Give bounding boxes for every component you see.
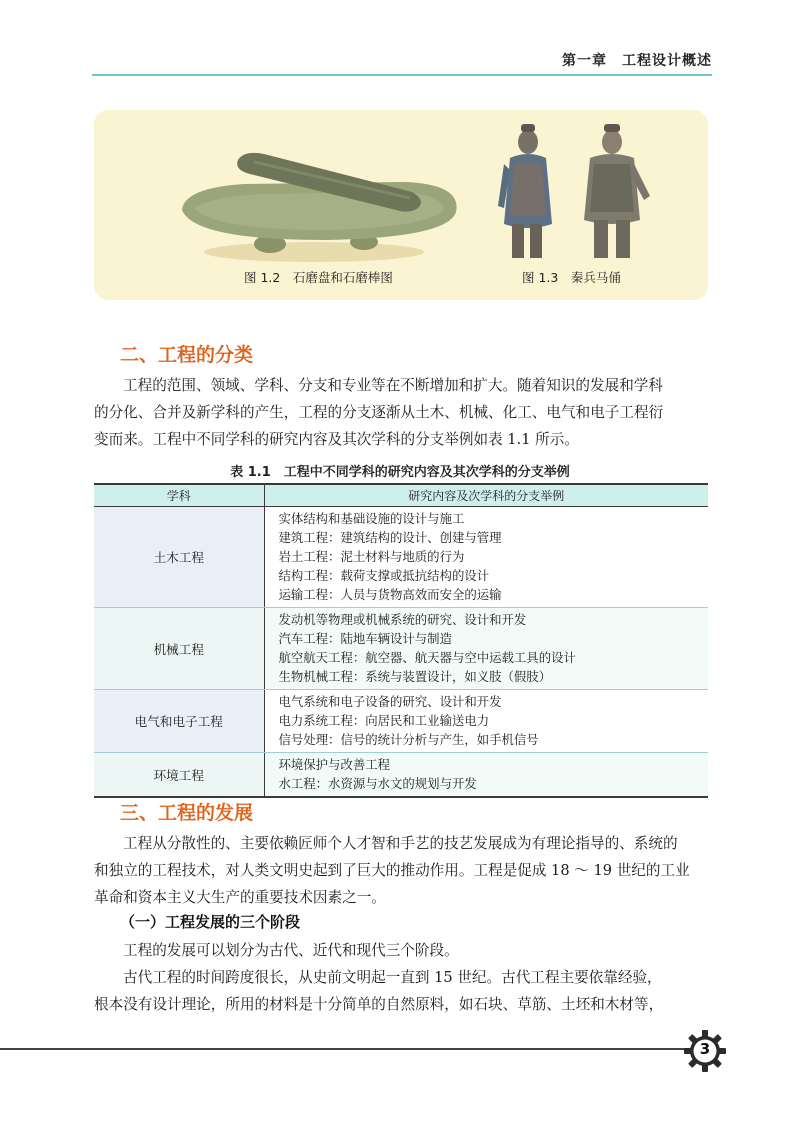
- content-line: 结构工程：载荷支撑或抵抗结构的设计: [278, 567, 490, 583]
- paragraph-line: 变而来。工程中不同学科的研究内容及其次学科的分支举例如表 1.1 所示。: [94, 431, 579, 448]
- paragraph-line: 的分化、合并及新学科的产生，工程的分支逐渐从土木、机械、化工、电气和电子工程衍: [94, 404, 664, 421]
- classification-paragraph: [94, 372, 708, 453]
- table-title: 表 1.1 工程中不同学科的研究内容及其次学科的分支举例: [230, 465, 570, 480]
- paragraph-line: 根本没有设计理论，所用的材料是十分简单的自然原料，如石块、草筋、土坯和木材等，: [94, 996, 664, 1013]
- figure-caption-warriors: 图 1.3 秦兵马俑: [522, 270, 621, 285]
- table-header-subject: 学科: [94, 484, 264, 506]
- content-line: 电力系统工程：向居民和工业输送电力: [278, 712, 490, 728]
- content-line: 运输工程：人员与货物高效而安全的运输: [278, 586, 502, 602]
- table-cell-content: [264, 506, 708, 607]
- table-cell-content: [264, 689, 708, 752]
- content-line: 发动机等物理或机械系统的研究、设计和开发: [278, 611, 527, 627]
- content-line: 水工程：水资源与水文的规划与开发: [278, 775, 477, 791]
- development-paragraph: [94, 830, 708, 911]
- header-divider: [92, 74, 712, 76]
- content-line: 汽车工程：陆地车辆设计与制造: [278, 630, 452, 646]
- terracotta-warriors-image: [490, 120, 660, 270]
- quern-stone-image: [174, 140, 464, 270]
- content-line: 航空航天工程：航空器、航天器与空中运载工具的设计: [278, 649, 576, 665]
- content-line: 环境保护与改善工程: [278, 756, 391, 772]
- paragraph-line: 革命和资本主义大生产的重要技术因素之一。: [94, 889, 386, 906]
- table-cell-subject: 土木工程: [94, 506, 264, 607]
- section-heading-development: 三、工程的发展: [120, 802, 254, 824]
- table-cell-subject: 电气和电子工程: [94, 689, 264, 752]
- table-cell-content: [264, 607, 708, 689]
- footer-divider: [0, 1048, 686, 1050]
- figure-caption-quern: 图 1.2 石磨盘和石磨棒图: [244, 270, 393, 285]
- stages-paragraph: [94, 937, 708, 1018]
- paragraph-line: 工程的范围、领域、学科、分支和专业等在不断增加和扩大。随着知识的发展和学科: [123, 377, 663, 394]
- table-row: [94, 506, 708, 607]
- paragraph-line: 古代工程的时间跨度很长，从史前文明起一直到 15 世纪。古代工程主要依靠经验，: [123, 969, 662, 986]
- table-row: [94, 607, 708, 689]
- table-cell-content: [264, 752, 708, 797]
- chapter-title: 第一章 工程设计概述: [562, 53, 712, 69]
- table-header-row: [94, 484, 708, 506]
- branch-table: [94, 483, 708, 798]
- subsection-heading-stages: （一）工程发展的三个阶段: [120, 913, 301, 931]
- table-row: [94, 752, 708, 797]
- content-line: 生物机械工程：系统与装置设计，如义肢（假肢）: [278, 668, 552, 684]
- table-cell-subject: 机械工程: [94, 607, 264, 689]
- paragraph-line: 和独立的工程技术，对人类文明史起到了巨大的推动作用。工程是促成 18 ～ 19 世纪的工业: [94, 862, 690, 879]
- paragraph-line: 工程从分散性的、主要依赖匠师个人才智和手艺的技艺发展成为有理论指导的、系统的: [123, 835, 678, 852]
- content-line: 岩土工程：泥土材料与地质的行为: [278, 548, 465, 564]
- content-line: 实体结构和基础设施的设计与施工: [278, 510, 465, 526]
- page-number: 3: [699, 1040, 711, 1058]
- table-row: [94, 689, 708, 752]
- paragraph-line: 工程的发展可以划分为古代、近代和现代三个阶段。: [123, 942, 459, 959]
- content-line: 电气系统和电子设备的研究、设计和开发: [278, 693, 502, 709]
- table-cell-subject: 环境工程: [94, 752, 264, 797]
- section-heading-classification: 二、工程的分类: [120, 344, 254, 366]
- content-line: 信号处理：信号的统计分析与产生，如手机信号: [278, 731, 539, 747]
- figure-panel: [94, 110, 708, 300]
- content-line: 建筑工程：建筑结构的设计、创建与管理: [278, 529, 502, 545]
- table-header-content: 研究内容及次学科的分支举例: [264, 484, 708, 506]
